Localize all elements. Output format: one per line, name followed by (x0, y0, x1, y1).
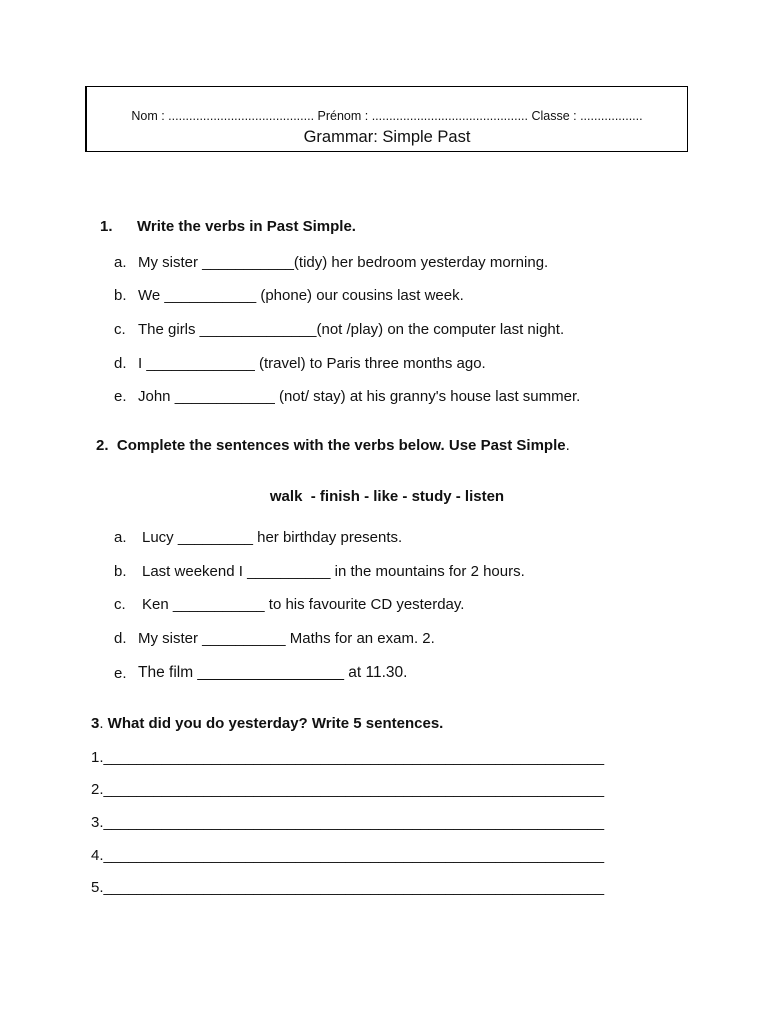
section-3-number: 3 (91, 715, 100, 732)
writing-line-2: 2.____________________________________________________________ (91, 781, 605, 798)
s2-item-a-marker: a. (114, 529, 127, 546)
section-3-number-dot: . (99, 715, 104, 732)
s1-item-e-text: John ____________ (not/ stay) at his granny's house last summer. (138, 388, 581, 405)
s1-item-d-marker: d. (114, 355, 127, 372)
s1-item-a-marker: a. (114, 254, 127, 271)
section-3-title: What did you do yesterday? Write 5 sentences. (103, 715, 444, 732)
s1-item-c-text: The girls ______________(not /play) on the computer last night. (138, 321, 565, 338)
verb-bank: walk - finish - like - study - listen (269, 488, 505, 505)
section-2-title-period: . (565, 437, 570, 454)
student-info-box (86, 86, 688, 152)
s1-item-e-marker: e. (114, 388, 127, 405)
s2-item-c-marker: c. (114, 596, 126, 613)
section-2-title: Complete the sentences with the verbs below. Use Past Simple (116, 437, 566, 454)
s1-item-b-marker: b. (114, 287, 127, 304)
writing-line-1: 1.____________________________________________________________ (91, 749, 605, 766)
s2-item-d-text: My sister __________ Maths for an exam. 2. (138, 630, 435, 647)
s2-item-c-text: Ken ___________ to his favourite CD yesterday. (142, 596, 465, 613)
writing-line-4: 4.____________________________________________________________ (91, 847, 605, 864)
s1-item-a-text: My sister ___________(tidy) her bedroom yesterday morning. (138, 254, 549, 271)
worksheet-title: Grammar: Simple Past (303, 128, 471, 146)
s2-item-d-marker: d. (114, 630, 127, 647)
writing-line-3: 3.____________________________________________________________ (91, 814, 605, 831)
s2-item-b-text: Last weekend I __________ in the mountains for 2 hours. (142, 563, 525, 580)
section-2-heading (96, 437, 570, 454)
section-1-title: Write the verbs in Past Simple. (137, 218, 356, 235)
writing-line-5: 5.____________________________________________________________ (91, 879, 605, 896)
s2-item-e-text: The film _________________ at 11.30. (138, 664, 408, 681)
s1-item-b-text: We ___________ (phone) our cousins last week. (138, 287, 464, 304)
s2-item-a-text: Lucy _________ her birthday presents. (142, 529, 403, 546)
s1-item-c-marker: c. (114, 321, 126, 338)
s1-item-d-text: I _____________ (travel) to Paris three months ago. (138, 355, 486, 372)
s2-item-b-marker: b. (114, 563, 127, 580)
section-2-number: 2. (96, 437, 109, 454)
student-info-line: Nom : .......................................... Prénom : ............................................. Classe : .................. (131, 109, 643, 123)
s2-item-e-marker: e. (114, 665, 127, 682)
section-1-number: 1. (100, 218, 113, 235)
section-3-heading (91, 715, 443, 732)
